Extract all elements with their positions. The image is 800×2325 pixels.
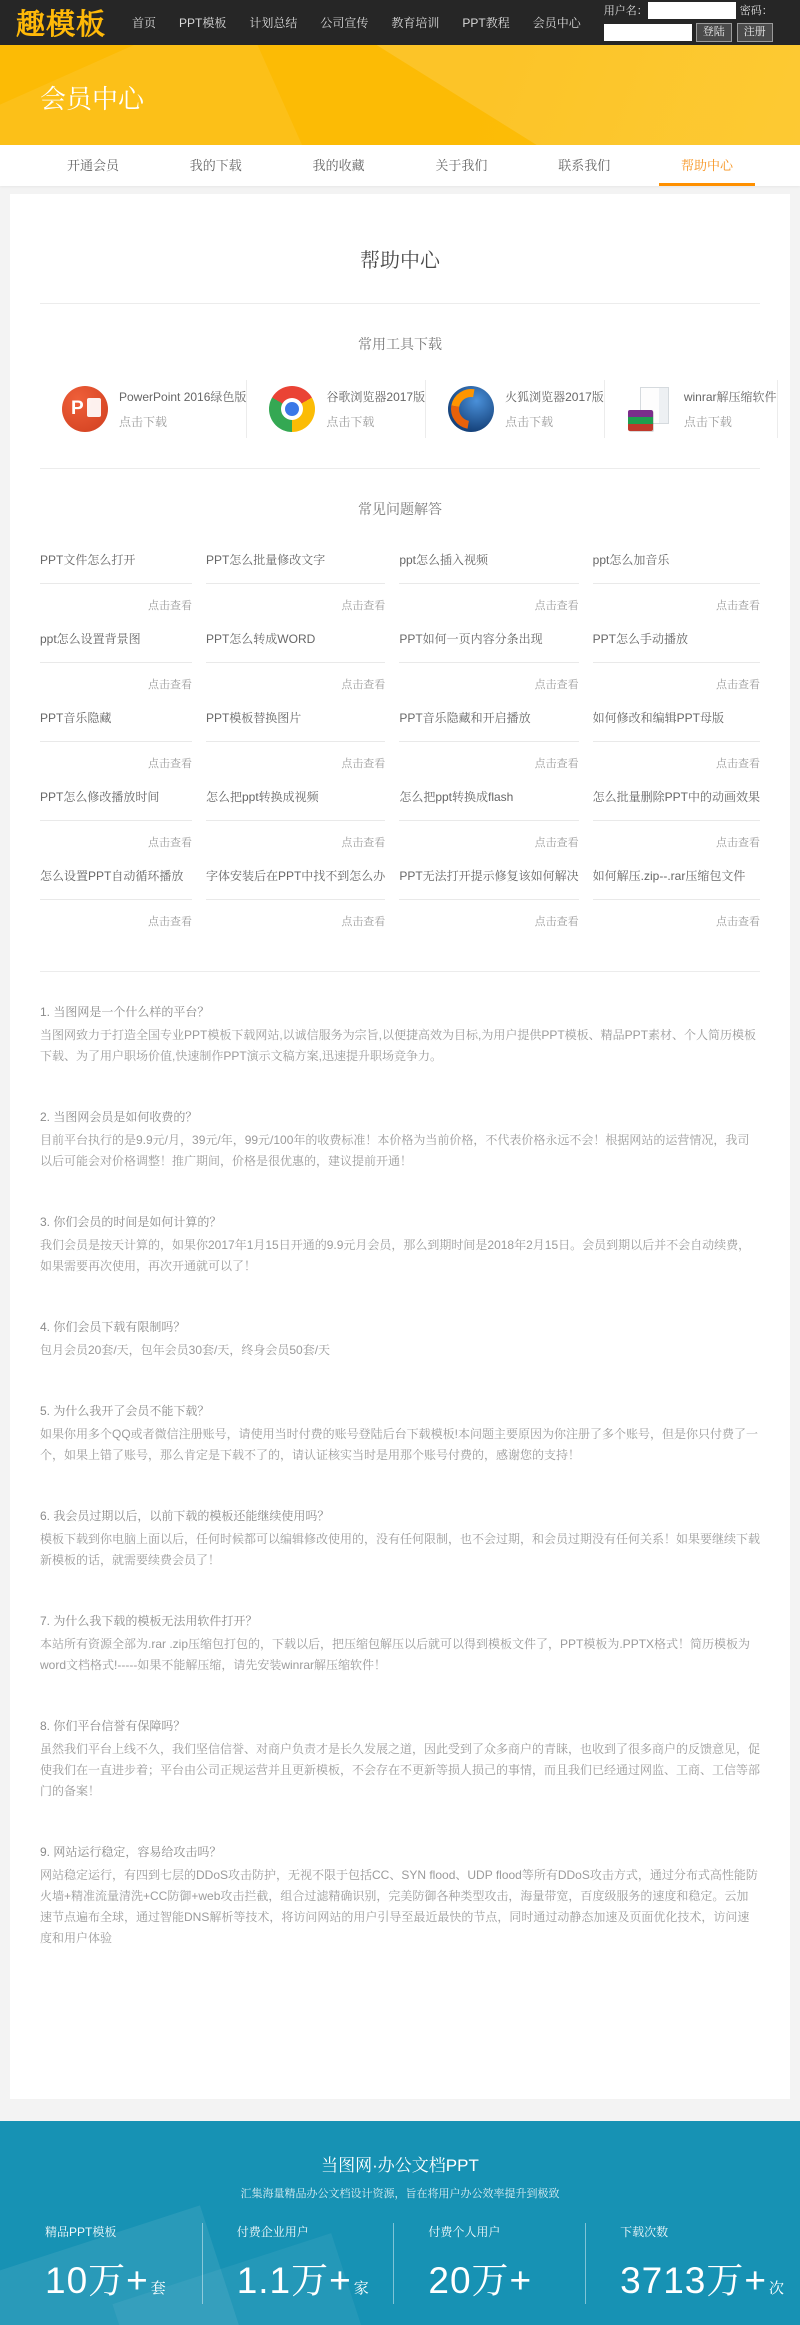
password-input[interactable] [604, 24, 692, 41]
tab[interactable]: 关于我们 [435, 157, 488, 173]
faq-view-link[interactable]: 点击查看 [534, 837, 579, 849]
firefox-icon [448, 386, 494, 432]
faq-item [40, 709, 192, 771]
qa-question: 4. 你们会员下载有限制吗？ [40, 1320, 186, 1334]
faq-view-link[interactable]: 点击查看 [147, 758, 192, 770]
tool-item[interactable] [605, 380, 778, 438]
qa-item [40, 1002, 760, 1067]
top-header-bar [0, 0, 800, 45]
nav-item[interactable]: 首页 [132, 16, 157, 30]
qa-question: 7. 为什么我下载的模板无法用软件打开？ [40, 1614, 258, 1628]
nav-item[interactable]: 计划总结 [249, 16, 298, 30]
stat-unit: 次 [768, 2280, 785, 2297]
main-nav [132, 14, 604, 31]
qa-item [40, 1716, 760, 1802]
stat-unit: 家 [353, 2280, 370, 2297]
faq-question: ppt怎么插入视频 [399, 551, 578, 584]
tool-download-link[interactable]: 点击下载 [326, 415, 375, 429]
stat-value: 3713万+ 次 [620, 2260, 785, 2301]
stat-label: 精品PPT模板 [45, 2225, 117, 2239]
faq-view-link[interactable]: 点击查看 [341, 758, 386, 770]
login-button[interactable]: 登陆 [696, 23, 732, 42]
banner-title: 会员中心 [40, 84, 145, 114]
tool-name: winrar解压缩软件 [683, 390, 777, 404]
stat-item [202, 2223, 394, 2304]
qa-item [40, 1842, 760, 1949]
faq-question: PPT怎么批量修改文字 [206, 551, 385, 584]
faq-question: 字体安装后在PPT中找不到怎么办 [206, 867, 385, 900]
stat-label: 下载次数 [620, 2225, 669, 2239]
nav-item[interactable]: PPT教程 [462, 16, 510, 30]
faq-view-link[interactable]: 点击查看 [341, 600, 386, 612]
faq-question: 如何修改和编辑PPT母版 [593, 709, 760, 742]
qa-item [40, 1212, 760, 1277]
divider [40, 468, 760, 469]
faq-view-link[interactable]: 点击查看 [534, 916, 579, 928]
faq-item [40, 867, 192, 929]
faq-view-link[interactable]: 点击查看 [147, 837, 192, 849]
winrar-icon [627, 386, 673, 432]
chrome-icon [269, 386, 315, 432]
faq-item [593, 630, 760, 692]
faq-view-link[interactable]: 点击查看 [147, 600, 192, 612]
faq-grid [40, 551, 760, 929]
stat-label: 付费企业用户 [236, 2225, 309, 2239]
footer-subtitle: 汇集海量精品办公文档设计资源，旨在将用户办公效率提升到极致 [240, 2188, 560, 2200]
stat-value: 10万+ 套 [45, 2260, 167, 2301]
tools-row [40, 380, 777, 438]
faq-item [40, 630, 192, 692]
faq-item [206, 867, 385, 929]
tab[interactable]: 我的下载 [189, 157, 242, 173]
faq-question: PPT无法打开提示修复该如何解决 [399, 867, 578, 900]
tool-item[interactable] [40, 380, 247, 438]
faq-view-link[interactable]: 点击查看 [147, 679, 192, 691]
tab[interactable]: 我的收藏 [312, 157, 365, 173]
faq-view-link[interactable]: 点击查看 [341, 679, 386, 691]
faq-question: PPT文件怎么打开 [40, 551, 192, 584]
faq-view-link[interactable]: 点击查看 [716, 758, 760, 770]
faq-item [399, 630, 578, 692]
qa-question: 8. 你们平台信誉有保障吗？ [40, 1719, 186, 1733]
faq-question: PPT怎么修改播放时间 [40, 788, 192, 821]
faq-item [399, 788, 578, 850]
tool-item[interactable] [247, 380, 426, 438]
tool-item[interactable] [426, 380, 605, 438]
faq-view-link[interactable]: 点击查看 [716, 837, 760, 849]
qa-answer: 虽然我们平台上线不久，我们坚信信誉、对商户负责才是长久发展之道，因此受到了众多商户的青睐，也收到了很多商户的反馈意见，促使我们在一直进步着；平台由公司正规运营并且更新模板，不会存在不更新等损人损己的事情，而且我们已经通过网监、工商、工信等部门的备案！ [40, 1742, 761, 1798]
tool-download-link[interactable]: 点击下载 [505, 415, 554, 429]
faq-heading: 常见问题解答 [358, 501, 442, 517]
faq-item [40, 788, 192, 850]
faq-view-link[interactable]: 点击查看 [716, 916, 760, 928]
login-area [604, 0, 788, 46]
username-input[interactable] [648, 2, 736, 19]
tool-name: PowerPoint 2016绿色版 [119, 390, 247, 404]
faq-question: 怎么把ppt转换成flash [399, 788, 578, 821]
qa-answer: 目前平台执行的是9.9元/月，39元/年，99元/100年的收费标准！本价格为当前价格，不代表价格永远不会！根据网站的运营情况，我司以后可能会对价格调整！推广期间，价格是很优惠的，建议提前开通！ [40, 1133, 750, 1168]
faq-item [206, 630, 385, 692]
page-title: 帮助中心 [360, 250, 440, 272]
nav-item[interactable]: 公司宣传 [320, 16, 369, 30]
qa-answer: 包月会员20套/天，包年会员30套/天，终身会员50套/天 [40, 1343, 331, 1357]
powerpoint-icon [62, 386, 108, 432]
stat-item [585, 2223, 785, 2304]
faq-view-link[interactable]: 点击查看 [716, 679, 760, 691]
faq-view-link[interactable]: 点击查看 [534, 600, 579, 612]
faq-question: 怎么批量删除PPT中的动画效果 [593, 788, 760, 821]
footer-title: 当图网·办公文档PPT [321, 2156, 479, 2175]
tool-name: 火狐浏览器2017版 [505, 390, 604, 404]
faq-item [593, 788, 760, 850]
faq-item [206, 788, 385, 850]
nav-item[interactable]: PPT模板 [179, 16, 227, 30]
faq-item [593, 551, 760, 613]
tool-download-link[interactable]: 点击下载 [119, 415, 168, 429]
register-button[interactable]: 注册 [737, 23, 773, 42]
faq-question: PPT怎么转成WORD [206, 630, 385, 663]
qa-item [40, 1611, 760, 1676]
tab[interactable]: 开通会员 [67, 157, 120, 173]
qa-question: 2. 当图网会员是如何收费的？ [40, 1110, 198, 1124]
faq-view-link[interactable]: 点击查看 [534, 679, 579, 691]
stat-item [15, 2223, 202, 2304]
faq-question: PPT怎么手动播放 [593, 630, 760, 663]
qa-item [40, 1107, 760, 1172]
qa-answer: 我们会员是按天计算的，如果你2017年1月15日开通的9.9元月会员，那么到期时间是2018年2月15日。会员到期以后并不会自动续费，如果需要再次使用，再次开通就可以了！ [40, 1238, 751, 1273]
tool-name: 谷歌浏览器2017版 [326, 390, 426, 404]
faq-question: 怎么把ppt转换成视频 [206, 788, 385, 821]
qa-question: 5. 为什么我开了会员不能下载？ [40, 1404, 210, 1418]
qa-answer: 本站所有资源全部为.rar .zip压缩包打包的，下载以后，把压缩包解压以后就可以得到模板文件了，PPT模板为.PPTX格式！简历模板为word文档格式!-----如果不能解压缩，请先安装winrar解压缩软件！ [40, 1637, 751, 1672]
tab[interactable]: 帮助中心 [659, 145, 755, 186]
content-card [10, 194, 790, 2099]
stat-value: 20万+ [428, 2260, 533, 2301]
qa-item [40, 1506, 760, 1571]
nav-item[interactable]: 会员中心 [532, 16, 581, 30]
tools-heading: 常用工具下载 [358, 336, 442, 352]
faq-view-link[interactable]: 点击查看 [534, 758, 579, 770]
tab[interactable]: 联系我们 [558, 157, 611, 173]
divider [40, 303, 760, 304]
faq-view-link[interactable]: 点击查看 [716, 600, 760, 612]
faq-question: 如何解压.zip--.rar压缩包文件 [593, 867, 760, 900]
faq-view-link[interactable]: 点击查看 [147, 916, 192, 928]
faq-question: PPT音乐隐藏 [40, 709, 192, 742]
faq-item [399, 709, 578, 771]
faq-question: ppt怎么加音乐 [593, 551, 760, 584]
stat-unit: 套 [150, 2280, 167, 2297]
faq-item [593, 709, 760, 771]
qa-question: 3. 你们会员的时间是如何计算的？ [40, 1215, 222, 1229]
site-footer [0, 2121, 800, 2325]
qa-answer: 模板下载到你电脑上面以后，任何时候都可以编辑修改使用的，没有任何限制，也不会过期，和会员过期没有任何关系！如果要继续下载新模板的话，就需要续费会员了！ [40, 1532, 761, 1567]
faq-item [399, 551, 578, 613]
nav-item[interactable]: 教育培训 [391, 16, 440, 30]
username-label: 用户名： [603, 5, 648, 17]
faq-question: ppt怎么设置背景图 [40, 630, 192, 663]
footer-stats [15, 2223, 785, 2304]
member-tab-bar [0, 145, 800, 186]
password-label: 密码： [739, 5, 773, 17]
qa-answer: 如果你用多个QQ或者微信注册账号，请使用当时付费的账号登陆后台下载模板!本问题主要原因为你注册了多个账号，但是你只付费了一个，如果上错了账号，那么肯定是下载不了的，请认证核实当时是用那个账号付费的，感谢您的支持！ [40, 1427, 759, 1462]
faq-question: PPT音乐隐藏和开启播放 [399, 709, 578, 742]
tool-download-link[interactable]: 点击下载 [683, 415, 732, 429]
brand-logo[interactable]: 趣模板 [16, 9, 107, 41]
member-center-banner [0, 45, 800, 145]
faq-item [206, 551, 385, 613]
qa-item [40, 1317, 760, 1361]
faq-item [593, 867, 760, 929]
faq-view-link[interactable]: 点击查看 [341, 916, 386, 928]
qa-answer: 网站稳定运行，有四到七层的DDoS攻击防护，无视不限于包括CC、SYN flood、UDP flood等所有DDoS攻击方式，通过分布式高性能防火墙+精准流量清洗+CC防御+web攻击拦截，组合过滤精确识别，完美防御各种类型攻击，海量带宽，百度级服务的速度和稳定。云加速节点遍布全球，通过智能DNS解析等技术，将访问网站的用户引导至最近最快的节点，同时通过动静态加速及页面优化技术，访问速度和用户体验 [40, 1868, 758, 1945]
qa-answer: 当图网致力于打造全国专业PPT模板下载网站,以诚信服务为宗旨,以便捷高效为目标,为用户提供PPT模板、精品PPT素材、个人简历模板下载、为了用户职场价值,快速制作PPT演示文稿方案,迅速提升职场竞争力。 [40, 1028, 757, 1063]
qa-section [40, 1002, 760, 1949]
faq-question: PPT模板替换图片 [206, 709, 385, 742]
qa-question: 6. 我会员过期以后，以前下载的模板还能继续使用吗？ [40, 1509, 330, 1523]
qa-question: 1. 当图网是一个什么样的平台？ [40, 1005, 210, 1019]
faq-item [399, 867, 578, 929]
faq-question: 怎么设置PPT自动循环播放 [40, 867, 192, 900]
qa-item [40, 1401, 760, 1466]
stat-label: 付费个人用户 [428, 2225, 501, 2239]
faq-item [206, 709, 385, 771]
stat-item [393, 2223, 585, 2304]
faq-item [40, 551, 192, 613]
divider [40, 971, 760, 972]
faq-question: PPT如何一页内容分条出现 [399, 630, 578, 663]
stat-value: 1.1万+ 家 [236, 2260, 370, 2301]
qa-question: 9. 网站运行稳定，容易给攻击吗？ [40, 1845, 222, 1859]
faq-view-link[interactable]: 点击查看 [341, 837, 386, 849]
